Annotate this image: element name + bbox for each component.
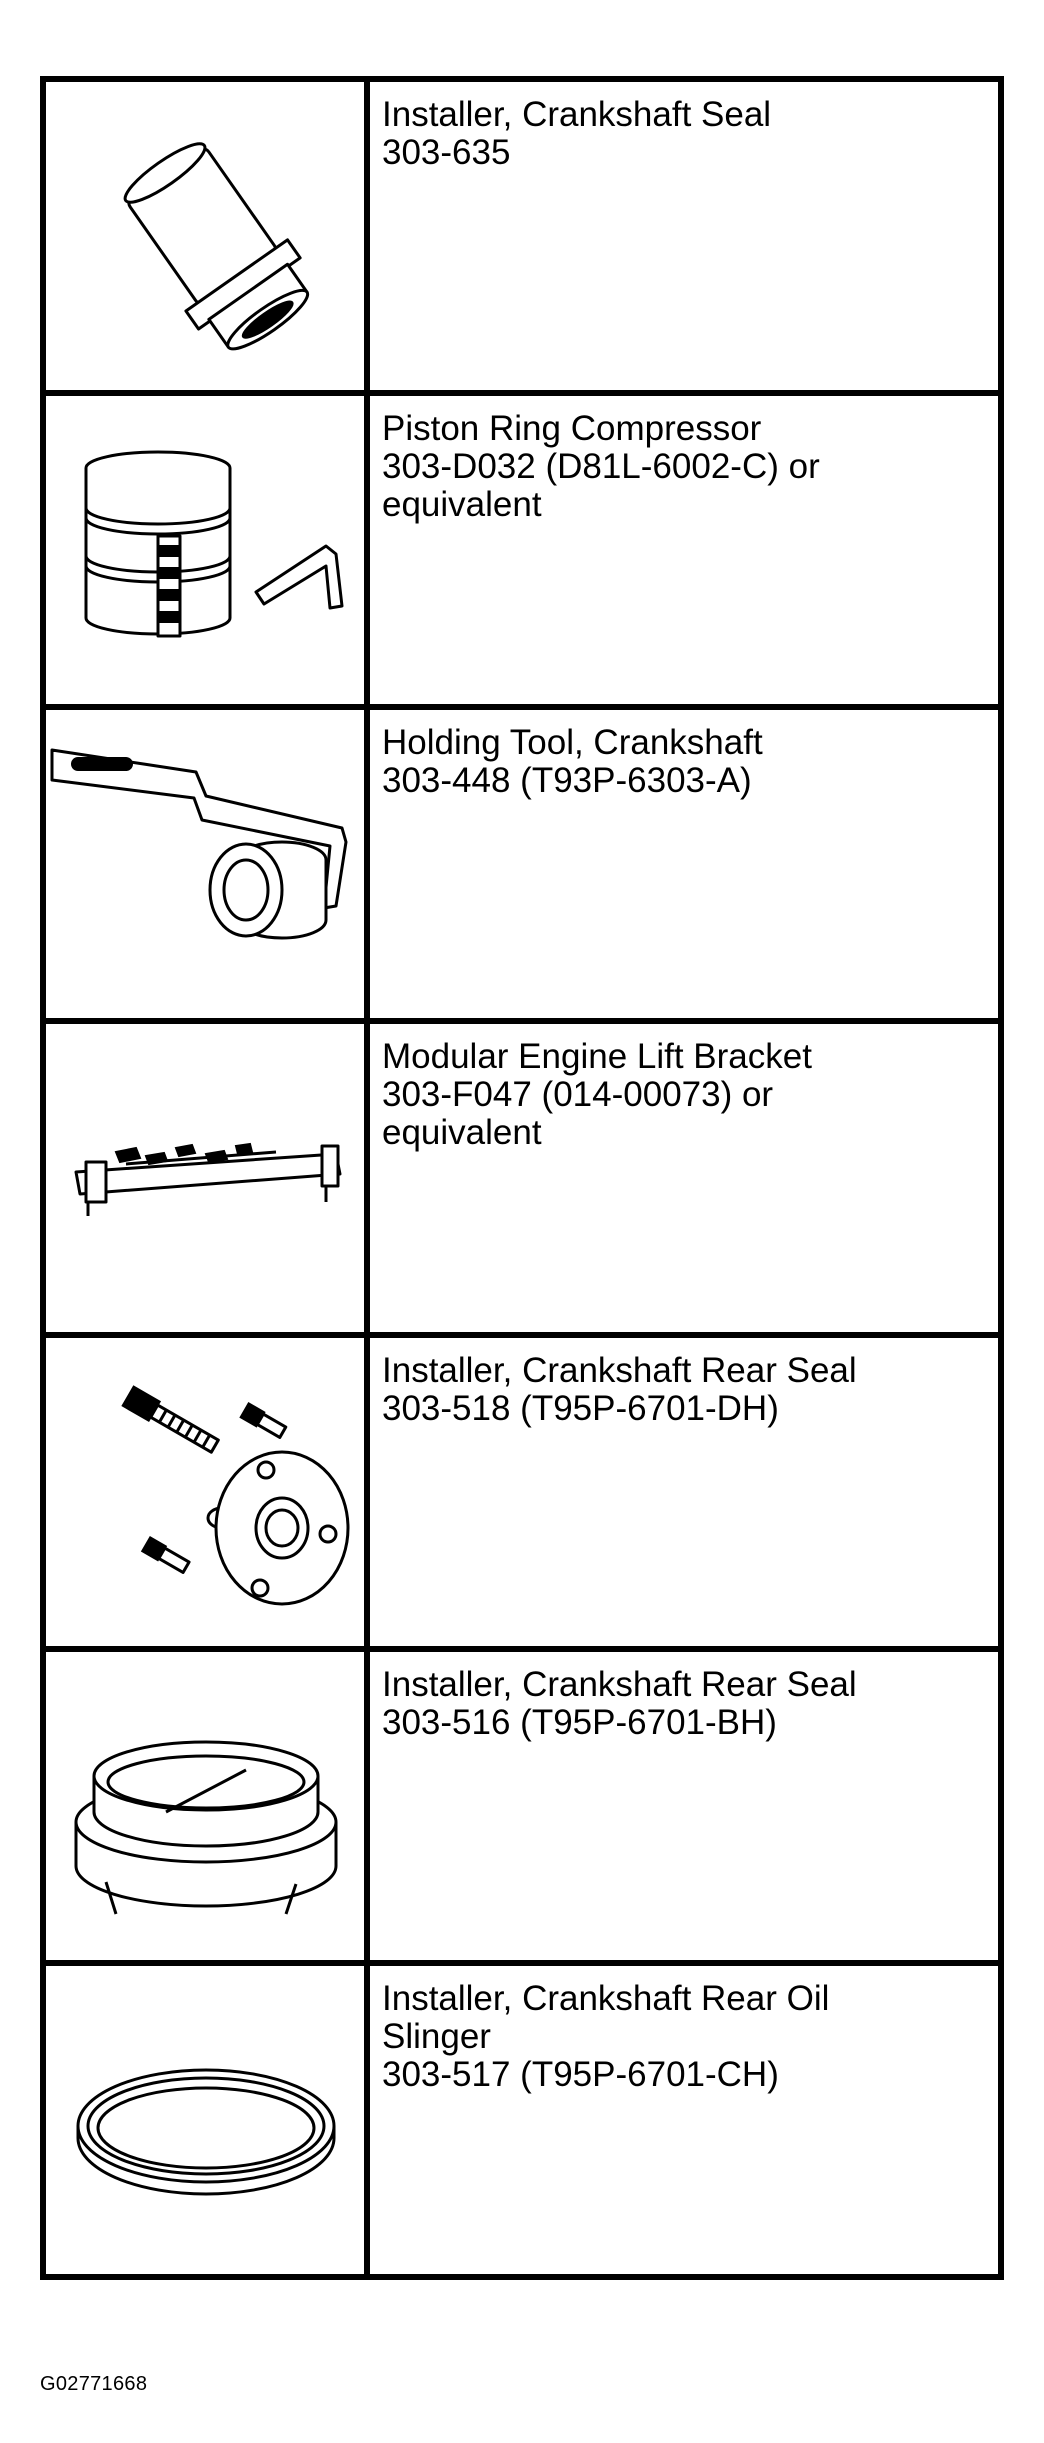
- tool-name: Installer, Crankshaft Seal: [382, 95, 772, 134]
- tool-part-number: 303-517 (T95P-6701-CH): [382, 2055, 779, 2094]
- tool-name: Holding Tool, Crankshaft: [382, 723, 763, 762]
- tool-image-cell: [43, 1021, 367, 1335]
- tool-row: [43, 393, 1001, 707]
- tool-name-cont: Slinger: [382, 2017, 491, 2056]
- tool-name: Installer, Crankshaft Rear Seal: [382, 1665, 857, 1704]
- tool-row: [43, 1335, 1001, 1649]
- tool-name: Piston Ring Compressor: [382, 409, 762, 448]
- tool-part-number: 303-F047 (014-00073) or: [382, 1075, 774, 1114]
- crankshaft-holding-tool-icon: [46, 710, 364, 1018]
- tool-description: [367, 1649, 1001, 1963]
- tool-description: [367, 1335, 1001, 1649]
- piston-ring-compressor-icon: [46, 396, 364, 704]
- tool-image-cell: [43, 393, 367, 707]
- tool-image-cell: [43, 1649, 367, 1963]
- tool-part-number-cont: equivalent: [382, 485, 542, 524]
- tool-row: [43, 1963, 1001, 2277]
- tool-description: [367, 707, 1001, 1021]
- tool-description: [367, 1963, 1001, 2277]
- tool-image-cell: [43, 707, 367, 1021]
- tool-part-number: 303-D032 (D81L-6002-C) or: [382, 447, 820, 486]
- tool-row: [43, 1021, 1001, 1335]
- rear-seal-installer-ring-icon: [46, 1652, 364, 1960]
- figure-id: G02771668: [40, 2373, 148, 2395]
- tool-image-cell: [43, 1963, 367, 2277]
- tool-part-number-cont: equivalent: [382, 1113, 542, 1152]
- crankshaft-seal-installer-icon: [46, 82, 364, 390]
- engine-lift-bracket-icon: [46, 1024, 364, 1332]
- tool-part-number: 303-448 (T93P-6303-A): [382, 761, 752, 800]
- special-tools-table: [40, 76, 1004, 2280]
- tool-part-number: 303-516 (T95P-6701-BH): [382, 1703, 777, 1742]
- tool-image-cell: [43, 79, 367, 393]
- oil-slinger-installer-icon: [46, 1966, 364, 2274]
- tool-row: [43, 79, 1001, 393]
- tool-description: [367, 393, 1001, 707]
- tool-part-number: 303-518 (T95P-6701-DH): [382, 1389, 779, 1428]
- rear-seal-installer-bolts-icon: [46, 1338, 364, 1646]
- tool-row: [43, 1649, 1001, 1963]
- tool-description: [367, 79, 1001, 393]
- tool-row: [43, 707, 1001, 1021]
- tool-part-number: 303-635: [382, 133, 511, 172]
- tool-name: Installer, Crankshaft Rear Seal: [382, 1351, 857, 1390]
- tool-description: [367, 1021, 1001, 1335]
- tool-name: Modular Engine Lift Bracket: [382, 1037, 812, 1076]
- tool-name: Installer, Crankshaft Rear Oil: [382, 1979, 830, 2018]
- tool-image-cell: [43, 1335, 367, 1649]
